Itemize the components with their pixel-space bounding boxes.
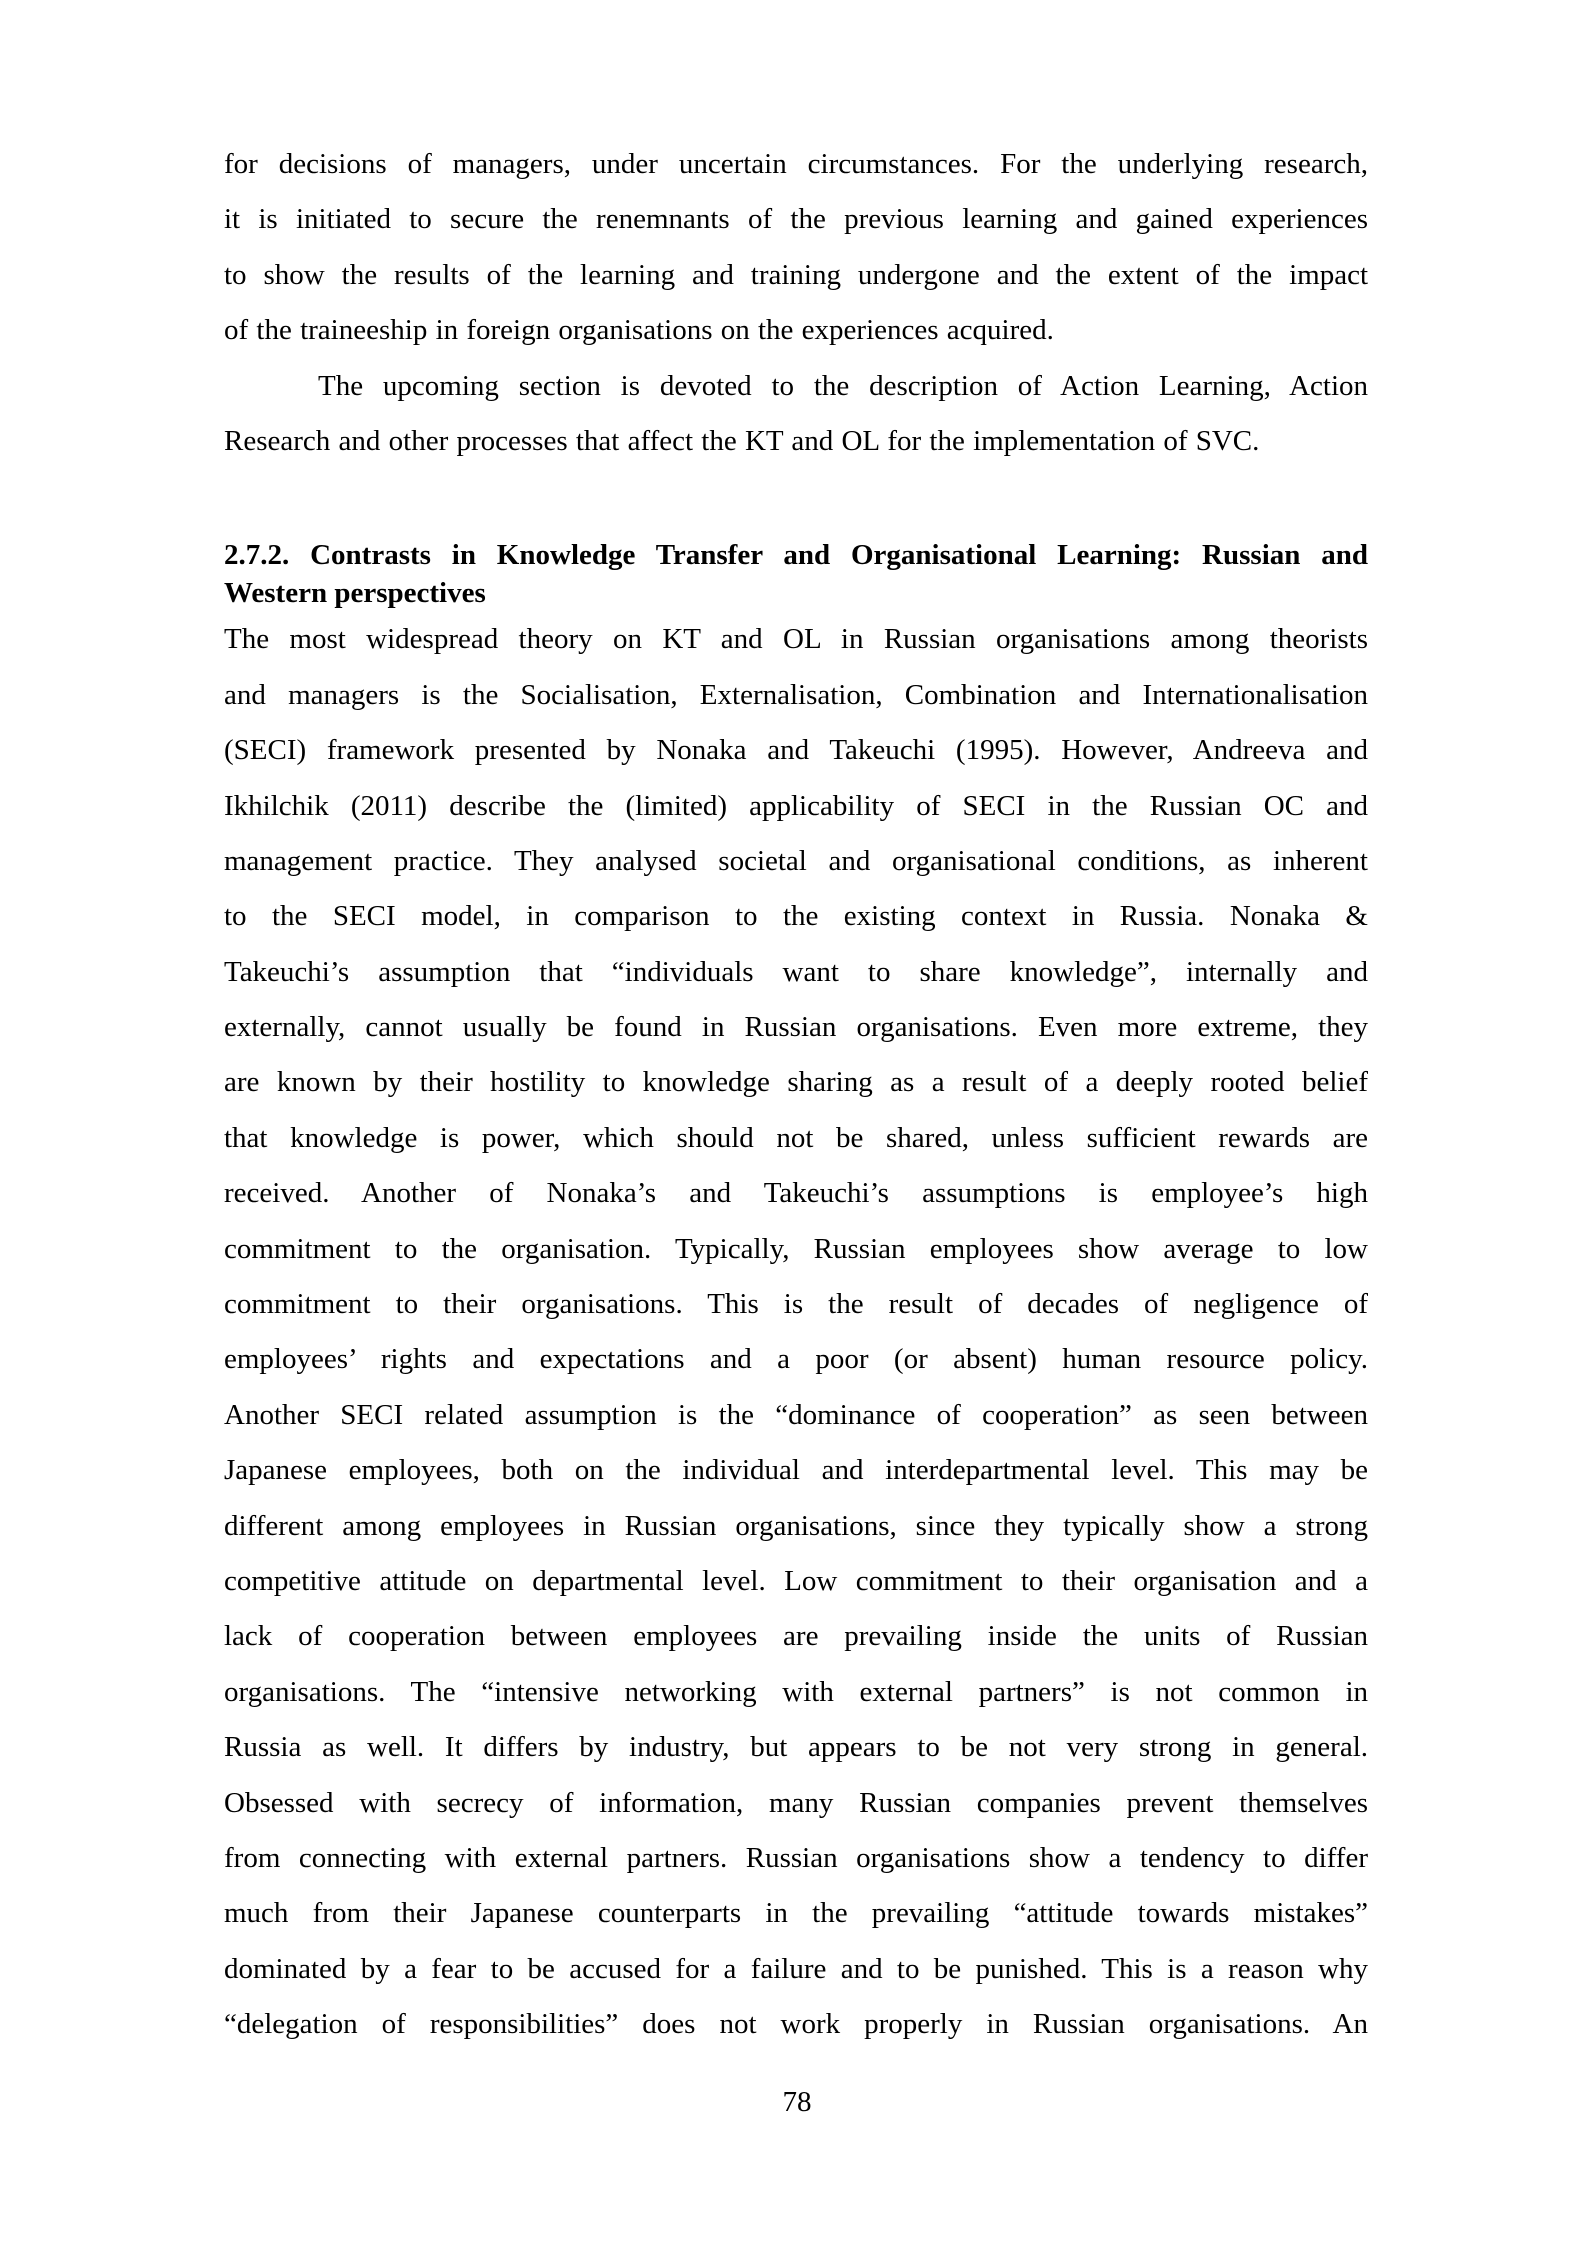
text-line: of the traineeship in foreign organisations on the experiences acquired. xyxy=(224,314,1054,347)
text-line: commitment to the organisation. Typically, Russian employees show average to low xyxy=(224,1232,1368,1265)
paragraph-upcoming-section xyxy=(224,359,1368,470)
text-line: Obsessed with secrecy of information, many Russian companies prevent themselves xyxy=(224,1786,1368,1819)
section-heading-line-2: Western perspectives xyxy=(224,577,486,610)
text-line: management practice. They analysed societal and organisational conditions, as inherent xyxy=(224,844,1368,877)
text-line: The most widespread theory on KT and OL in Russian organisations among theorists xyxy=(224,623,1368,656)
paragraph-continuation xyxy=(224,137,1368,359)
section-heading xyxy=(224,536,1368,612)
text-line: Russia as well. It differs by industry, but appears to be not very strong in general. xyxy=(224,1731,1368,1764)
text-line: different among employees in Russian organisations, since they typically show a strong xyxy=(224,1509,1368,1542)
text-line: Takeuchi’s assumption that “individuals want to share knowledge”, internally and xyxy=(224,955,1368,988)
text-line: lack of cooperation between employees are prevailing inside the units of Russian xyxy=(224,1620,1368,1653)
text-line: employees’ rights and expectations and a poor (or absent) human resource policy. xyxy=(224,1343,1368,1376)
text-line: that knowledge is power, which should not be shared, unless sufficient rewards are xyxy=(224,1121,1368,1154)
text-line: commitment to their organisations. This is the result of decades of negligence of xyxy=(224,1288,1368,1321)
text-line: Another SECI related assumption is the “dominance of cooperation” as seen between xyxy=(224,1398,1368,1431)
text-line: Japanese employees, both on the individual and interdepartmental level. This may be xyxy=(224,1454,1368,1487)
text-line: dominated by a fear to be accused for a failure and to be punished. This is a reason why xyxy=(224,1952,1368,1985)
text-line: “delegation of responsibilities” does not work properly in Russian organisations. An xyxy=(224,2008,1368,2041)
text-line: (SECI) framework presented by Nonaka and Takeuchi (1995). However, Andreeva and xyxy=(224,734,1368,767)
text-line: organisations. The “intensive networking with external partners” is not common in xyxy=(224,1675,1368,1708)
text-line: to show the results of the learning and training undergone and the extent of the impact xyxy=(224,258,1368,291)
text-line: to the SECI model, in comparison to the existing context in Russia. Nonaka & xyxy=(224,900,1368,933)
text-line: for decisions of managers, under uncertain circumstances. For the underlying research, xyxy=(224,148,1368,180)
text-line: from connecting with external partners. Russian organisations show a tendency to differ xyxy=(224,1841,1368,1874)
body-paragraph xyxy=(224,612,1368,2052)
text-line: Research and other processes that affect the KT and OL for the implementation of SVC. xyxy=(224,424,1260,457)
section-heading-line-1: 2.7.2. Contrasts in Knowledge Transfer and Organisational Learning: Russian and xyxy=(224,539,1368,572)
text-line: The upcoming section is devoted to the description of Action Learning, Action xyxy=(318,369,1368,402)
text-line: and managers is the Socialisation, Externalisation, Combination and Internationalisation xyxy=(224,678,1368,711)
text-line: are known by their hostility to knowledge sharing as a result of a deeply rooted belief xyxy=(224,1066,1368,1099)
text-line: competitive attitude on departmental level. Low commitment to their organisation and a xyxy=(224,1564,1368,1597)
text-line: received. Another of Nonaka’s and Takeuchi’s assumptions is employee’s high xyxy=(224,1177,1368,1210)
page-number: 78 xyxy=(782,2086,812,2118)
text-line: externally, cannot usually be found in Russian organisations. Even more extreme, they xyxy=(224,1011,1368,1044)
text-block xyxy=(224,137,1368,2053)
text-line: Ikhilchik (2011) describe the (limited) applicability of SECI in the Russian OC and xyxy=(224,789,1368,822)
text-line: it is initiated to secure the renemnants of the previous learning and gained experiences xyxy=(224,203,1368,236)
text-line: much from their Japanese counterparts in the prevailing “attitude towards mistakes” xyxy=(224,1897,1368,1930)
